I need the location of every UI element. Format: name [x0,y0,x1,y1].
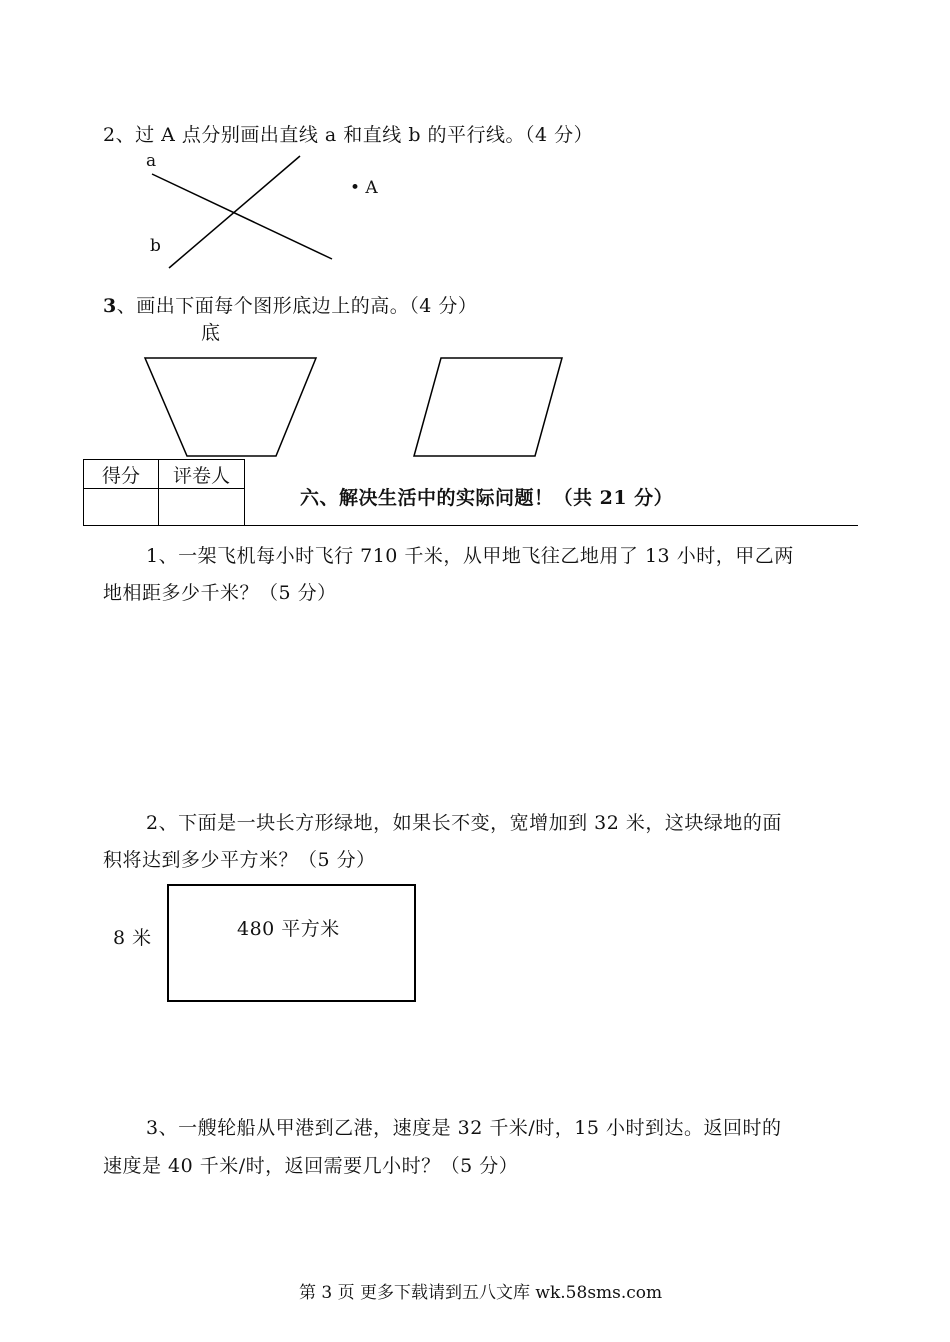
p2-line1: 2、下面是一块长方形绿地，如果长不变，宽增加到 32 米，这块绿地的面 [146,812,782,834]
page-footer: 第 3 页 更多下载请到五八文库 wk.58sms.com [299,1283,663,1303]
line-b-label: b [150,236,161,256]
p1-line1: 1、一架飞机每小时飞行 710 千米，从甲地飞往乙地用了 13 小时，甲乙两 [146,545,794,567]
q2-text: 2、过 A 点分别画出直线 a 和直线 b 的平行线。（4 分） [103,124,594,146]
p2-line2: 积将达到多少平方米？（5 分） [103,849,376,871]
q3-number: 3 [103,295,117,317]
p1-line2: 地相距多少千米？（5 分） [103,582,337,604]
line-a-label: a [146,151,157,171]
base-label: 底 [201,322,221,344]
rect-area-label: 480 平方米 [237,918,340,940]
q3-body: 、画出下面每个图形底边上的高。（4 分） [116,295,478,317]
rect-width-label: 8 米 [113,927,152,949]
section6-title: 六、解决生活中的实际问题！（共 21 分） [300,487,674,509]
p3-line2: 速度是 40 千米/时，返回需要几小时？（5 分） [103,1155,519,1177]
grader-header: 评卷人 [159,460,245,489]
score-header: 得分 [84,460,159,489]
point-a-label: • A [350,178,378,198]
green-field-rectangle [168,885,415,1001]
p3-line1: 3、一艘轮船从甲港到乙港，速度是 32 千米/时，15 小时到达。返回时的 [146,1117,782,1139]
